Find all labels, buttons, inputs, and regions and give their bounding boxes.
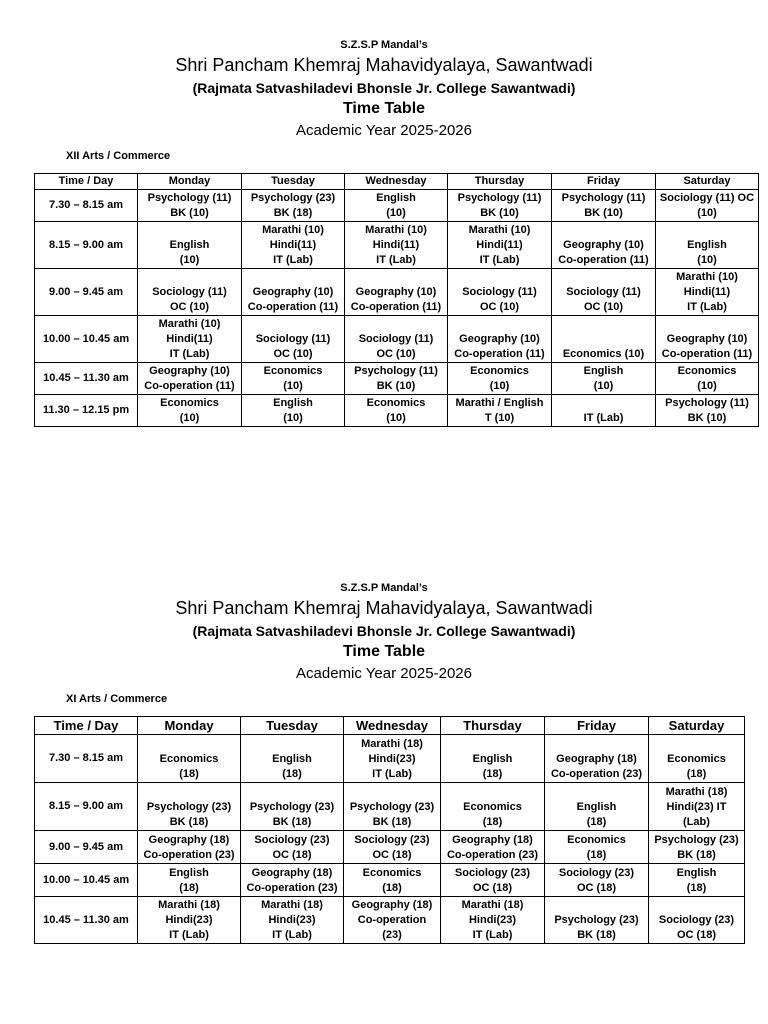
subject-cell: Marathi (18) Hindi(23) IT (Lab) [138,897,241,944]
subject-cell: Marathi (10) Hindi(11) IT (Lab) [448,222,552,269]
subject-cell: Economics (10) [138,395,242,427]
column-header: Saturday [656,174,759,190]
subject-cell: Psychology (11) BK (10) [552,190,656,222]
subject-cell: Marathi (18) Hindi(23) IT (Lab) [241,897,344,944]
table-row [35,864,745,897]
subject-cell: Economics (10) [656,363,759,395]
subject-cell: Economics (18) [344,864,441,897]
column-header: Monday [138,717,241,735]
subject-cell: Geography (18) Co-operation (23) [344,897,441,944]
academic-year: Academic Year 2025-2026 [296,122,472,139]
subject-cell: Psychology (23) BK (18) [344,783,441,831]
table-row [35,316,759,363]
college-name: Shri Pancham Khemraj Mahavidyalaya, Sawantwadi [175,55,593,75]
table-row [35,897,745,944]
subject-cell: English (10) [345,190,448,222]
table-header-row [35,717,745,735]
table-header-row [35,174,759,190]
subject-cell: Sociology (11) OC (10) [138,269,242,316]
subject-cell: Geography (10) Co-operation (11) [242,269,345,316]
time-slot-cell: 7.30 – 8.15 am [35,190,138,222]
subject-cell: English (18) [545,783,649,831]
time-slot-cell: 7.30 – 8.15 am [35,735,138,783]
table-row [35,363,759,395]
subject-cell: IT (Lab) [552,395,656,427]
column-header: Saturday [649,717,745,735]
subject-cell: Economics (10) [345,395,448,427]
subject-cell: Psychology (11) BK (10) [345,363,448,395]
subject-cell: Marathi (10) Hindi(11) IT (Lab) [242,222,345,269]
subject-cell: Geography (10) Co-operation (11) [448,316,552,363]
column-header: Wednesday [345,174,448,190]
subject-cell: Geography (18) Co-operation (23) [138,831,241,864]
subject-cell: Sociology (11) OC (10) [448,269,552,316]
subject-cell: Psychology (23) BK (18) [649,831,745,864]
subject-cell: Psychology (11) BK (10) [138,190,242,222]
subject-cell: Economics (18) [441,783,545,831]
column-header: Thursday [441,717,545,735]
subject-cell: Psychology (23) BK (18) [242,190,345,222]
subject-cell: Sociology (23) OC (18) [241,831,344,864]
subject-cell: Marathi (10) Hindi(11) IT (Lab) [345,222,448,269]
time-slot-cell: 10.45 – 11.30 am [35,363,138,395]
subject-cell: Marathi (10) Hindi(11) IT (Lab) [138,316,242,363]
college-name: Shri Pancham Khemraj Mahavidyalaya, Sawantwadi [175,598,593,618]
academic-year: Academic Year 2025-2026 [296,665,472,682]
subject-cell: Geography (18) Co-operation (23) [441,831,545,864]
subject-cell: English (10) [242,395,345,427]
table-row [35,783,745,831]
time-slot-cell: 9.00 – 9.45 am [35,269,138,316]
timetable-title: Time Table [342,100,426,117]
column-header: Friday [552,174,656,190]
jr-college-name: (Rajmata Satvashiladevi Bhonsle Jr. College Sawantwadi) [192,80,576,96]
header-block-2 [0,581,768,685]
column-header: Time / Day [35,717,138,735]
subject-cell: Marathi (18) Hindi(23) IT (Lab) [649,783,745,831]
table-row [35,222,759,269]
mandal-name: S.Z.S.P Mandal’s [340,39,428,51]
subject-cell: Psychology (11) BK (10) [448,190,552,222]
time-slot-cell: 10.00 – 10.45 am [35,864,138,897]
column-header: Time / Day [35,174,138,190]
subject-cell: Sociology (23) OC (18) [441,864,545,897]
subject-cell: English (18) [138,864,241,897]
table-row [35,269,759,316]
subject-cell: Psychology (23) BK (18) [545,897,649,944]
subject-cell: Marathi (10) Hindi(11) IT (Lab) [656,269,759,316]
timetable-title: Time Table [342,643,426,660]
subject-cell: Sociology (11) OC (10) [656,190,759,222]
subject-cell: Economics (18) [649,735,745,783]
subject-cell: Sociology (11) OC (10) [552,269,656,316]
timetable-xii [34,173,759,427]
subject-cell: Geography (10) Co-operation (11) [138,363,242,395]
subject-cell: Sociology (23) OC (18) [649,897,745,944]
time-slot-cell: 10.00 – 10.45 am [35,316,138,363]
time-slot-cell: 8.15 – 9.00 am [35,783,138,831]
time-slot-cell: 10.45 – 11.30 am [35,897,138,944]
table-row [35,735,745,783]
subject-cell: Geography (10) Co-operation (11) [656,316,759,363]
subject-cell: Psychology (23) BK (18) [138,783,241,831]
subject-cell: Economics (10) [242,363,345,395]
column-header: Tuesday [241,717,344,735]
subject-cell: Sociology (11) OC (10) [345,316,448,363]
subject-cell: Psychology (11) BK (10) [656,395,759,427]
subject-cell: English (18) [649,864,745,897]
subject-cell: Geography (10) Co-operation (11) [552,222,656,269]
jr-college-name: (Rajmata Satvashiladevi Bhonsle Jr. College Sawantwadi) [192,623,576,639]
subject-cell: Economics (18) [545,831,649,864]
subject-cell: Sociology (23) OC (18) [344,831,441,864]
subject-cell: Economics (18) [138,735,241,783]
subject-cell: Economics (10) [448,363,552,395]
time-slot-cell: 8.15 – 9.00 am [35,222,138,269]
subject-cell: Sociology (11) OC (10) [242,316,345,363]
header-block-1 [0,38,768,142]
table-row [35,190,759,222]
subject-cell: English (10) [138,222,242,269]
column-header: Thursday [448,174,552,190]
subject-cell: Marathi (18) Hindi(23) IT (Lab) [344,735,441,783]
subject-cell: English (18) [241,735,344,783]
subject-cell: English (18) [441,735,545,783]
column-header: Monday [138,174,242,190]
subject-cell: English (10) [552,363,656,395]
subject-cell: Economics (10) [552,316,656,363]
subject-cell: Marathi / English T (10) [448,395,552,427]
time-slot-cell: 9.00 – 9.45 am [35,831,138,864]
subject-cell: Geography (18) Co-operation (23) [241,864,344,897]
table-row [35,395,759,427]
timetable-xi [34,716,745,944]
subject-cell: Geography (18) Co-operation (23) [545,735,649,783]
mandal-name: S.Z.S.P Mandal’s [340,582,428,594]
class-label-xi: XI Arts / Commerce [66,693,168,705]
column-header: Wednesday [344,717,441,735]
subject-cell: Marathi (18) Hindi(23) IT (Lab) [441,897,545,944]
subject-cell: Psychology (23) BK (18) [241,783,344,831]
subject-cell: Sociology (23) OC (18) [545,864,649,897]
class-label-xii: XII Arts / Commerce [66,150,171,162]
table-row [35,831,745,864]
column-header: Tuesday [242,174,345,190]
time-slot-cell: 11.30 – 12.15 pm [35,395,138,427]
subject-cell: English (10) [656,222,759,269]
column-header: Friday [545,717,649,735]
subject-cell: Geography (10) Co-operation (11) [345,269,448,316]
